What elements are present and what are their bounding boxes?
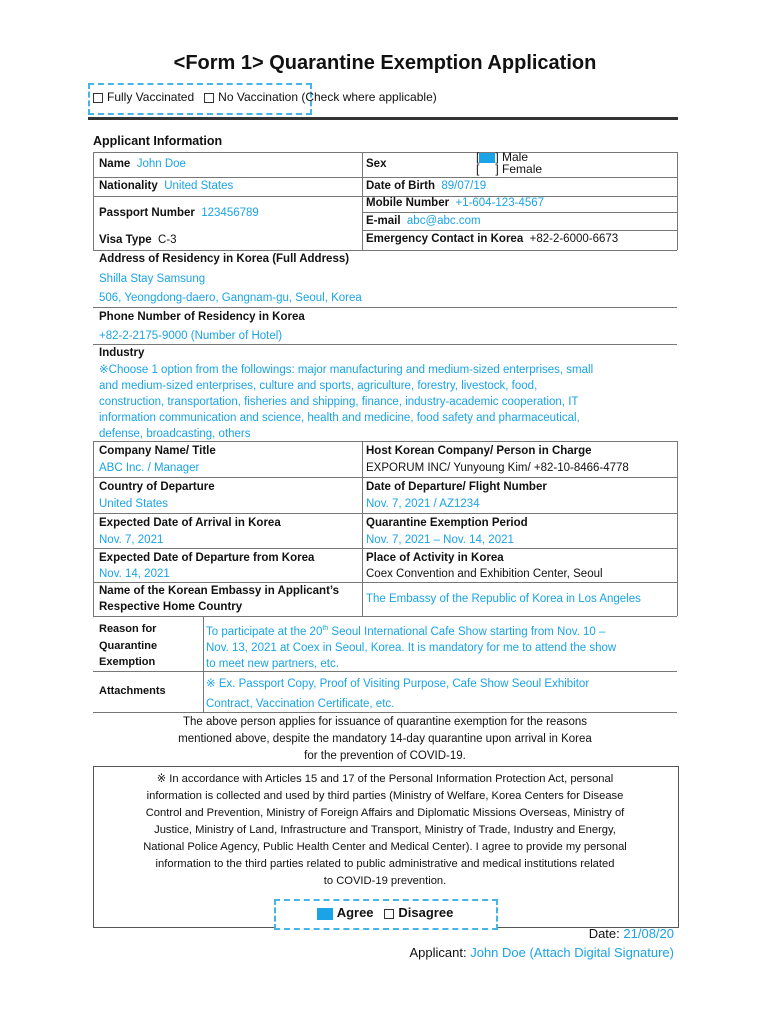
female-label: Female (502, 162, 543, 176)
reason-label-line1: Reason for (99, 623, 157, 635)
privacy-line: to COVID-19 prevention. (323, 875, 447, 887)
sex-female-option[interactable]: [ ] Female (476, 162, 543, 176)
host-value[interactable]: EXPORUM INC/ Yunyoung Kim/ +82-10-8466-4778 (366, 462, 629, 474)
emergency-value[interactable]: +82-2-6000-6673 (529, 233, 619, 245)
table-border (93, 177, 677, 178)
table-border (677, 441, 678, 616)
embassy-label-line2: Respective Home Country (99, 601, 243, 613)
consent-options (0, 905, 770, 920)
name-label: Name (99, 158, 131, 170)
disagree-checkbox[interactable] (384, 909, 394, 919)
table-border (93, 441, 94, 616)
female-checkbox[interactable] (479, 165, 495, 175)
company-value[interactable]: ABC Inc. / Manager (99, 462, 200, 474)
dob-field (366, 180, 486, 192)
departure-flight-value[interactable]: Nov. 7, 2021 / AZ1234 (366, 498, 480, 510)
table-border (362, 230, 677, 231)
attachments-text[interactable] (206, 676, 676, 712)
applicant-value[interactable]: John Doe (Attach Digital Signature) (470, 945, 674, 960)
agree-label: Agree (336, 905, 374, 920)
table-border (362, 441, 363, 616)
reason-label-line2: Quarantine (99, 640, 158, 652)
statement-line: The above person applies for issuance of quarantine exemption for the reasons (182, 716, 588, 728)
arrival-label: Expected Date of Arrival in Korea (99, 517, 281, 529)
vaccination-note: (Check where applicable) (301, 90, 437, 104)
date-label: Date: (588, 926, 620, 941)
attachments-label: Attachments (99, 685, 166, 697)
email-label: E-mail (366, 215, 401, 227)
dob-label: Date of Birth (366, 180, 435, 192)
phone-value[interactable]: +82-2-2175-9000 (Number of Hotel) (99, 330, 283, 342)
form-title: <Form 1> Quarantine Exemption Application (173, 52, 597, 74)
industry-options[interactable] (99, 362, 674, 442)
table-border (677, 152, 678, 250)
privacy-line: ※ In accordance with Articles 15 and 17 of the Personal Information Protection Act, personal (156, 773, 614, 785)
industry-label: Industry (99, 347, 145, 359)
date-value[interactable]: 21/08/20 (623, 926, 674, 941)
email-field (366, 215, 481, 227)
application-statement (93, 714, 677, 765)
table-border (203, 616, 204, 712)
embassy-value[interactable]: The Embassy of the Republic of Korea in Los Angeles (366, 593, 641, 605)
table-border (93, 307, 677, 308)
visa-value[interactable]: C-3 (158, 234, 177, 246)
fully-vaccinated-checkbox[interactable] (93, 93, 103, 103)
table-border (93, 582, 677, 583)
reason-label-line3: Exemption (99, 656, 156, 668)
industry-line: and medium-sized enterprises, culture and sports, agriculture, forestry, livestock, food, (99, 380, 538, 392)
exemption-period-label: Quarantine Exemption Period (366, 517, 528, 529)
fully-vaccinated-label: Fully Vaccinated (107, 90, 195, 104)
activity-value[interactable]: Coex Convention and Exhibition Center, Seoul (366, 568, 603, 580)
statement-line: for the prevention of COVID-19. (304, 750, 466, 762)
privacy-line: Justice, Ministry of Land, Infrastructure and Transport, Ministry of Trade, Industry and Energy, (154, 824, 616, 836)
agree-checkbox[interactable] (317, 908, 333, 920)
attachments-line: ※ Ex. Passport Copy, Proof of Visiting Purpose, Cafe Show Seoul Exhibitor (206, 678, 590, 690)
nationality-value[interactable]: United States (164, 180, 234, 192)
privacy-line: Control and Prevention, Ministry of Foreign Affairs and Diplomatic Missions Overseas, Ministry of (145, 807, 625, 819)
reason-text[interactable] (206, 621, 676, 672)
email-value[interactable]: abc@abc.com (406, 215, 481, 227)
visa-field (99, 234, 177, 246)
passport-label: Passport Number (99, 207, 195, 219)
emergency-label: Emergency Contact in Korea (366, 233, 524, 245)
privacy-line: National Police Agency, Public Health Center and Medical Center). I agree to provide my personal (143, 841, 627, 853)
no-vaccination-label: No Vaccination (218, 90, 298, 104)
table-border (93, 344, 677, 345)
address-label: Address of Residency in Korea (Full Address) (99, 253, 350, 265)
activity-label: Place of Activity in Korea (366, 552, 504, 564)
table-border (93, 513, 677, 514)
passport-value[interactable]: 123456789 (201, 207, 259, 219)
departure-flight-label: Date of Departure/ Flight Number (366, 481, 547, 493)
table-border (93, 250, 677, 251)
sex-label: Sex (366, 158, 387, 170)
industry-line: ※Choose 1 option from the followings: major manufacturing and medium-sized enterprises, small (99, 364, 594, 376)
nationality-label: Nationality (99, 180, 158, 192)
exemption-period-value[interactable]: Nov. 7, 2021 – Nov. 14, 2021 (366, 534, 514, 546)
attachments-line: Contract, Vaccination Certificate, etc. (206, 698, 395, 710)
visa-label: Visa Type (99, 234, 152, 246)
company-label: Company Name/ Title (99, 445, 216, 457)
no-vaccination-checkbox[interactable] (204, 93, 214, 103)
vaccination-options (93, 90, 437, 104)
reason-line: to meet new partners, etc. (206, 657, 339, 670)
dob-value[interactable]: 89/07/19 (441, 180, 487, 192)
emergency-field (366, 233, 618, 245)
industry-line: information communication and science, health and medicine, food safety and pharmaceutical, (99, 412, 580, 424)
section-title: Applicant Information (93, 134, 223, 148)
departure-country-label: Country of Departure (99, 481, 215, 493)
applicant-field (410, 945, 675, 960)
table-border (93, 712, 677, 713)
top-divider (88, 117, 678, 120)
host-label: Host Korean Company/ Person in Charge (366, 445, 592, 457)
mobile-value[interactable]: +1-604-123-4567 (455, 197, 545, 209)
name-field (99, 158, 186, 170)
table-border (93, 152, 94, 250)
arrival-value[interactable]: Nov. 7, 2021 (99, 534, 164, 546)
male-label: Male (502, 150, 529, 164)
privacy-line: information is collected and used by third parties (Ministry of Welfare, Korea Centers for Disease (146, 790, 624, 802)
privacy-notice (96, 771, 674, 890)
table-border (93, 548, 677, 549)
mobile-field (366, 197, 544, 209)
name-value[interactable]: John Doe (136, 158, 186, 170)
privacy-line: information to the third parties related to public administrative and medical institutions related (155, 858, 615, 870)
nationality-field (99, 180, 233, 192)
departure-country-value[interactable]: United States (99, 498, 169, 510)
sex-male-option[interactable]: [ ] Male (476, 150, 529, 164)
phone-label: Phone Number of Residency in Korea (99, 311, 305, 323)
table-border (362, 212, 677, 213)
address-line2[interactable]: 506, Yeongdong-daero, Gangnam-gu, Seoul, Korea (99, 292, 362, 304)
address-line1[interactable]: Shilla Stay Samsung (99, 273, 206, 285)
table-border (362, 152, 363, 250)
mobile-label: Mobile Number (366, 197, 450, 209)
disagree-label: Disagree (398, 905, 454, 920)
passport-field (99, 207, 259, 219)
embassy-label-line1: Name of the Korean Embassy in Applicant’s (99, 585, 340, 597)
table-border (93, 477, 677, 478)
statement-line: mentioned above, despite the mandatory 14-day quarantine upon arrival in Korea (178, 733, 592, 745)
departure-korea-label: Expected Date of Departure from Korea (99, 552, 315, 564)
reason-line: To participate at the 20th Seoul International Cafe Show starting from Nov. 10 – (206, 625, 606, 638)
departure-korea-value[interactable]: Nov. 14, 2021 (99, 568, 170, 580)
table-border (93, 616, 677, 617)
industry-line: defense, broadcasting, others (99, 428, 251, 440)
date-field (589, 926, 674, 941)
industry-line: construction, transportation, fisheries and shipping, finance, industry-academic cooperation, IT (99, 396, 579, 408)
table-border (93, 152, 677, 153)
applicant-label: Applicant: (409, 945, 467, 960)
reason-line: Nov. 13, 2021 at Coex in Seoul, Korea. It is mandatory for me to attend the show (206, 641, 617, 654)
